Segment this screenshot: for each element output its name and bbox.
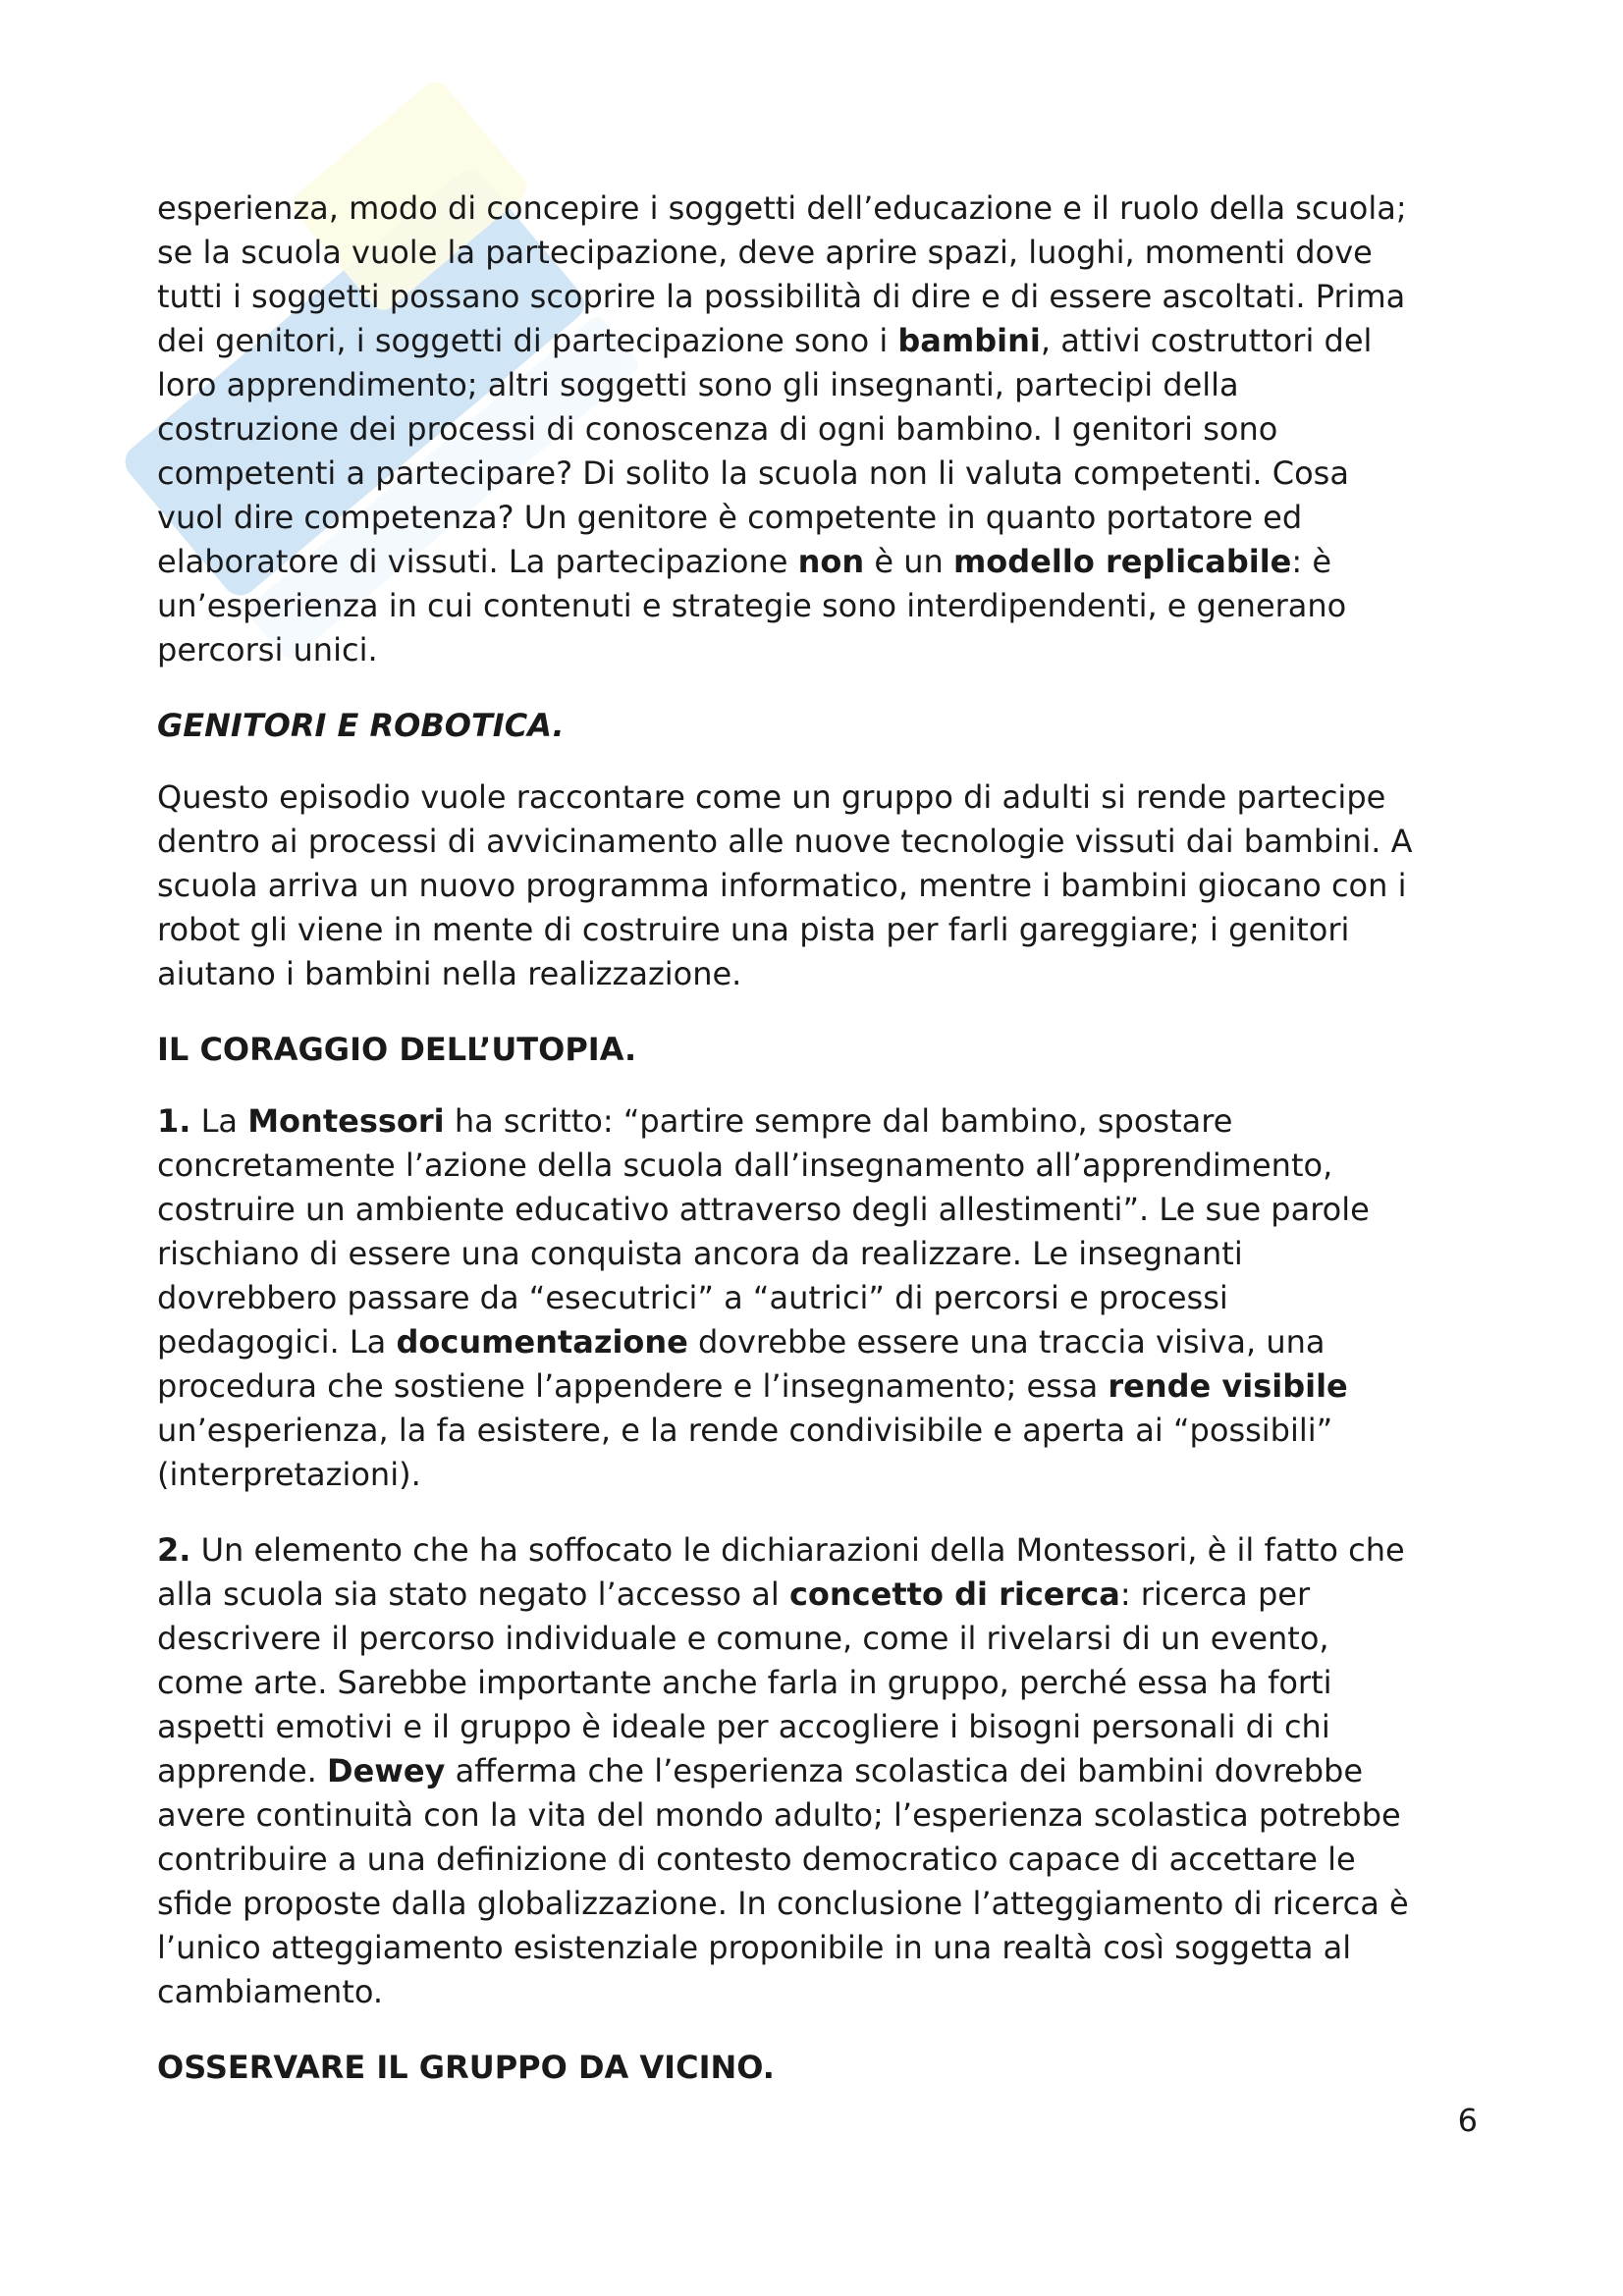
bold-term: modello replicabile — [952, 543, 1292, 580]
text-run: esperienza, modo di concepire i soggetti dell’educazione e il ruolo della scuola; se la scuola vuole la partecipazione, deve aprire spazi, luoghi, momenti dove tutti i soggetti possano scoprire la possibilità di dire e di essere ascoltati. Prima dei genitori, i soggetti di partecipazione sono i — [157, 189, 1407, 359]
text-run: : ricerca per descrivere il percorso individuale e comune, come il rivelarsi di un evento, come arte. Sarebbe importante anche farla in gruppo, perché essa ha forti aspetti emotivi e il gruppo è ideale per accogliere i bisogni personali di chi apprende. — [157, 1575, 1332, 1789]
bold-term: bambini — [897, 322, 1041, 359]
bold-term: Dewey — [327, 1752, 446, 1789]
bold-term: documentazione — [396, 1323, 688, 1361]
text-run: dovrebbe essere una traccia visiva, una procedura che sostiene l’appendere e l’insegnamento; essa — [157, 1323, 1325, 1405]
bold-term: non — [797, 543, 865, 580]
page-number: 6 — [1457, 2102, 1478, 2139]
text-run: La — [190, 1102, 248, 1140]
text-run: è un — [864, 543, 953, 580]
paragraph-participation — [157, 187, 1492, 672]
paragraph-robotics-episode — [157, 775, 1492, 996]
heading-osservare-gruppo: OSSERVARE IL GRUPPO DA VICINO. — [157, 2049, 775, 2086]
bold-term: 2. — [157, 1531, 191, 1569]
bold-term: concetto di ricerca — [788, 1575, 1120, 1613]
heading-genitori-robotica: GENITORI E ROBOTICA. — [157, 707, 565, 744]
text-run: Questo episodio vuole raccontare come un gruppo di adulti si rende partecipe dentro ai processi di avvicinamento alle nuove tecnologie vissuti dai bambini. A scuola arriva un nuovo programma informatico, mentre i bambini giocano con i robot gli viene in mente di costruire una pista per farli gareggiare; i genitori aiutano i bambini nella realizzazione. — [157, 778, 1413, 992]
paragraph-ricerca-dewey — [157, 1528, 1492, 2014]
page-body — [157, 187, 1492, 2090]
bold-term: rende visibile — [1108, 1367, 1348, 1405]
heading-coraggio-utopia: IL CORAGGIO DELL’UTOPIA. — [157, 1031, 637, 1068]
text-run: : è un’esperienza in cui contenuti e strategie sono interdipendenti, e generano percorsi unici. — [157, 543, 1347, 668]
text-run: Un elemento che ha soffocato le dichiarazioni della Montessori, è il fatto che alla scuola sia stato negato l’accesso al — [157, 1531, 1405, 1613]
text-run: un’esperienza, la fa esistere, e la rende condivisibile e aperta ai “possibili” (interpretazioni). — [157, 1412, 1333, 1493]
bold-term: Montessori — [247, 1102, 445, 1140]
text-run: ha scritto: “partire sempre dal bambino, spostare concretamente l’azione della scuola dall’insegnamento all’apprendimento, costruire un ambiente educativo attraverso degli allestimenti”. Le sue parole rischiano di essere una conquista ancora da realizzare. Le insegnanti dovrebbero passare da “esecutrici” a “autrici” di percorsi e processi pedagogici. La — [157, 1102, 1370, 1361]
bold-term: 1. — [157, 1102, 191, 1140]
text-run: afferma che l’esperienza scolastica dei bambini dovrebbe avere continuità con la vita del mondo adulto; l’esperienza scolastica potrebbe contribuire a una definizione di contesto democratico capace di accettare le sfide proposte dalla globalizzazione. In conclusione l’atteggiamento di ricerca è l’unico atteggiamento esistenziale proponibile in una realtà così soggetta al cambiamento. — [157, 1752, 1409, 2010]
paragraph-montessori — [157, 1099, 1492, 1497]
text-run: , attivi costruttori del loro apprendimento; altri soggetti sono gli insegnanti, partecipi della costruzione dei processi di conoscenza di ogni bambino. I genitori sono competenti a partecipare? Di solito la scuola non li valuta competenti. Cosa vuol dire competenza? Un genitore è competente in quanto portatore ed elaboratore di vissuti. La partecipazione — [157, 322, 1373, 580]
